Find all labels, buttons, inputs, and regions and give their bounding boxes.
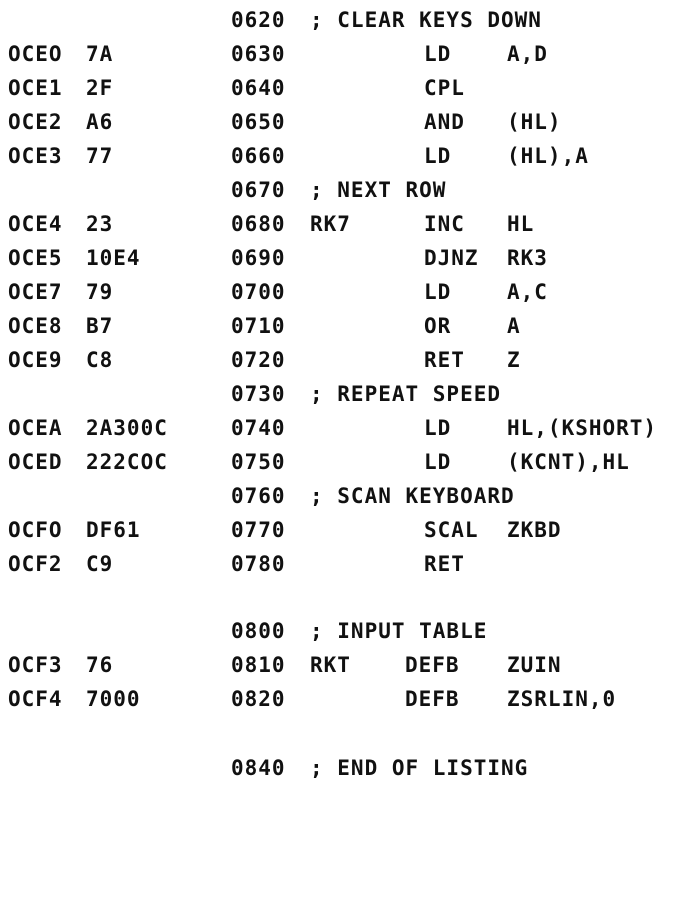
machine-code: 76: [86, 653, 114, 677]
listing-line: [0, 343, 674, 377]
line-number: 0770: [231, 518, 286, 542]
listing-line: [0, 614, 674, 648]
mnemonic: DJNZ: [424, 246, 479, 270]
machine-code: DF61: [86, 518, 141, 542]
mnemonic: LD: [424, 144, 452, 168]
mnemonic: RET: [424, 552, 465, 576]
address: OCE9: [8, 348, 63, 372]
address: OCF3: [8, 653, 63, 677]
comment: ; CLEAR KEYS DOWN: [310, 8, 542, 32]
address: OCEO: [8, 42, 63, 66]
line-number: 0680: [231, 212, 286, 236]
listing-line: [0, 139, 674, 173]
operand: (HL),A: [507, 144, 589, 168]
machine-code: C9: [86, 552, 114, 576]
line-number: 0620: [231, 8, 286, 32]
address: OCED: [8, 450, 63, 474]
line-number: 0690: [231, 246, 286, 270]
address: OCEA: [8, 416, 63, 440]
listing-line: [0, 513, 674, 547]
line-number: 0740: [231, 416, 286, 440]
operand: A,D: [507, 42, 548, 66]
address: OCE7: [8, 280, 63, 304]
mnemonic: AND: [424, 110, 465, 134]
machine-code: A6: [86, 110, 114, 134]
mnemonic: DEFB: [405, 687, 460, 711]
line-number: 0780: [231, 552, 286, 576]
listing-line: [0, 37, 674, 71]
line-number: 0840: [231, 756, 286, 780]
address: OCE5: [8, 246, 63, 270]
address: OCF2: [8, 552, 63, 576]
mnemonic: OR: [424, 314, 452, 338]
machine-code: 77: [86, 144, 114, 168]
machine-code: 23: [86, 212, 114, 236]
operand: (HL): [507, 110, 562, 134]
operand: (KCNT),HL: [507, 450, 630, 474]
mnemonic: SCAL: [424, 518, 479, 542]
listing-line: [0, 275, 674, 309]
operand: RK3: [507, 246, 548, 270]
line-number: 0730: [231, 382, 286, 406]
address: OCE4: [8, 212, 63, 236]
machine-code: 7000: [86, 687, 141, 711]
machine-code: 2F: [86, 76, 114, 100]
listing-line: [0, 207, 674, 241]
comment: ; END OF LISTING: [310, 756, 529, 780]
operand: Z: [507, 348, 521, 372]
address: OCE2: [8, 110, 63, 134]
line-number: 0650: [231, 110, 286, 134]
machine-code: 79: [86, 280, 114, 304]
listing-line: [0, 309, 674, 343]
listing-line: [0, 173, 674, 207]
machine-code: 222COC: [86, 450, 168, 474]
mnemonic: DEFB: [405, 653, 460, 677]
listing-line: [0, 241, 674, 275]
address: OCFO: [8, 518, 63, 542]
listing-line: [0, 105, 674, 139]
address: OCE3: [8, 144, 63, 168]
mnemonic: CPL: [424, 76, 465, 100]
address: OCE1: [8, 76, 63, 100]
comment: ; SCAN KEYBOARD: [310, 484, 515, 508]
line-number: 0820: [231, 687, 286, 711]
operand: ZKBD: [507, 518, 562, 542]
listing-line: [0, 377, 674, 411]
address: OCE8: [8, 314, 63, 338]
mnemonic: RET: [424, 348, 465, 372]
machine-code: C8: [86, 348, 114, 372]
line-number: 0670: [231, 178, 286, 202]
line-number: 0810: [231, 653, 286, 677]
address: OCF4: [8, 687, 63, 711]
label: RKT: [310, 653, 351, 677]
mnemonic: LD: [424, 416, 452, 440]
machine-code: B7: [86, 314, 114, 338]
listing-line: [0, 547, 674, 581]
listing-line: [0, 445, 674, 479]
operand: HL,(KSHORT): [507, 416, 658, 440]
operand: ZSRLIN,0: [507, 687, 617, 711]
mnemonic: LD: [424, 450, 452, 474]
line-number: 0630: [231, 42, 286, 66]
line-number: 0640: [231, 76, 286, 100]
line-number: 0720: [231, 348, 286, 372]
mnemonic: LD: [424, 42, 452, 66]
line-number: 0800: [231, 619, 286, 643]
label: RK7: [310, 212, 351, 236]
listing-line: [0, 3, 674, 37]
listing-line: [0, 648, 674, 682]
operand: A,C: [507, 280, 548, 304]
mnemonic: LD: [424, 280, 452, 304]
operand: A: [507, 314, 521, 338]
machine-code: 7A: [86, 42, 114, 66]
line-number: 0760: [231, 484, 286, 508]
line-number: 0710: [231, 314, 286, 338]
listing-line: [0, 71, 674, 105]
operand: ZUIN: [507, 653, 562, 677]
comment: ; INPUT TABLE: [310, 619, 488, 643]
comment: ; NEXT ROW: [310, 178, 447, 202]
listing-line: [0, 479, 674, 513]
line-number: 0700: [231, 280, 286, 304]
listing-line: [0, 751, 674, 785]
machine-code: 2A300C: [86, 416, 168, 440]
listing-line: [0, 411, 674, 445]
listing-line: [0, 682, 674, 716]
machine-code: 10E4: [86, 246, 141, 270]
line-number: 0750: [231, 450, 286, 474]
line-number: 0660: [231, 144, 286, 168]
operand: HL: [507, 212, 535, 236]
mnemonic: INC: [424, 212, 465, 236]
comment: ; REPEAT SPEED: [310, 382, 502, 406]
